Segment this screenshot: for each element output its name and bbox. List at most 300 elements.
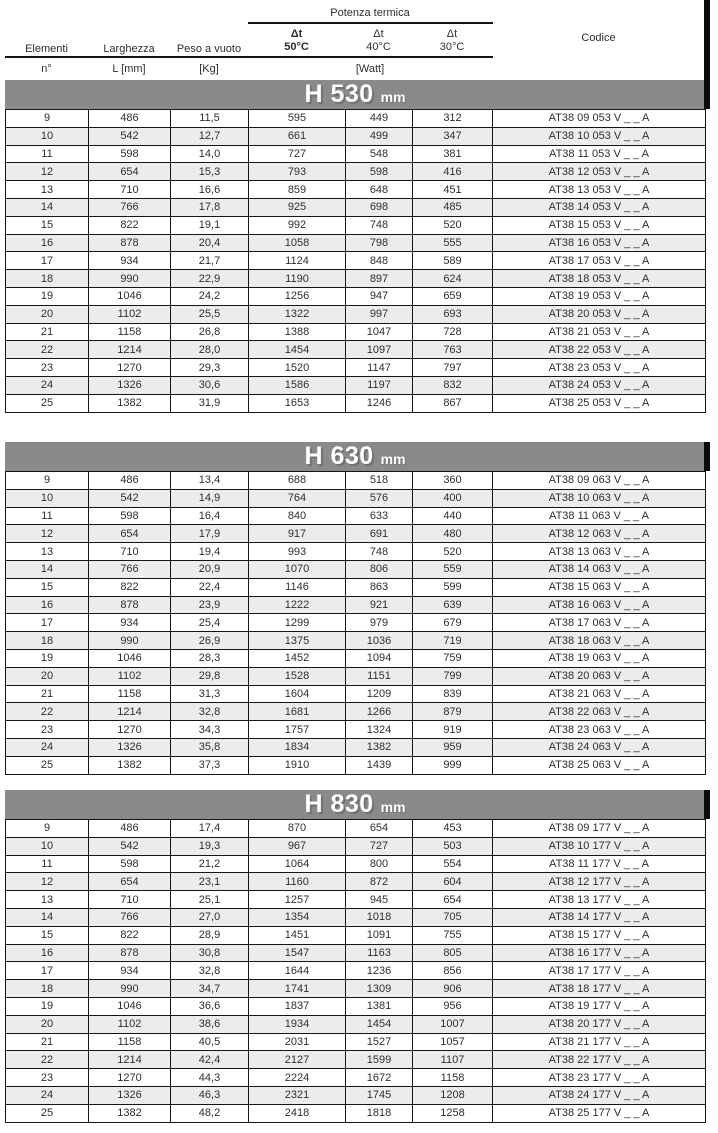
table-cell: 453 — [413, 820, 493, 838]
table-cell: 798 — [346, 234, 413, 252]
table-cell: 13 — [6, 181, 89, 199]
table-cell: 26,9 — [171, 632, 249, 650]
table-cell: 21 — [6, 323, 89, 341]
table-cell: 759 — [413, 649, 493, 667]
table-cell: 22 — [6, 1051, 89, 1069]
table-row — [6, 127, 706, 145]
dt30-temp: 30°C — [439, 41, 465, 53]
table-cell: 748 — [346, 543, 413, 561]
table-row — [6, 216, 706, 234]
table-row — [6, 394, 706, 412]
table-cell: 1147 — [346, 359, 413, 377]
table-cell: AT38 18 053 V _ _ A — [493, 270, 706, 288]
table-cell: AT38 18 063 V _ _ A — [493, 632, 706, 650]
table-cell: AT38 13 063 V _ _ A — [493, 543, 706, 561]
unit-elementi: n° — [41, 63, 52, 75]
table-cell: 451 — [413, 181, 493, 199]
column-header-elementi: Elementi — [25, 43, 68, 55]
table-cell: 698 — [346, 198, 413, 216]
table-cell: AT38 24 063 V _ _ A — [493, 738, 706, 756]
table-cell: 24 — [6, 1086, 89, 1104]
table-cell: 839 — [413, 685, 493, 703]
table-row — [6, 908, 706, 926]
table-row — [6, 376, 706, 394]
table-cell: 1257 — [249, 891, 346, 909]
table-cell: 1097 — [346, 341, 413, 359]
banner-unit: mm — [380, 799, 406, 815]
table-cell: 10 — [6, 127, 89, 145]
table-cell: 822 — [89, 216, 171, 234]
table-row — [6, 980, 706, 998]
table-cell: 654 — [89, 873, 171, 891]
table-cell: 14,9 — [171, 489, 249, 507]
table-row — [6, 944, 706, 962]
table-cell: 1270 — [89, 721, 171, 739]
table-row — [6, 472, 706, 490]
table-cell: AT38 16 063 V _ _ A — [493, 596, 706, 614]
table-cell: 1047 — [346, 323, 413, 341]
table-row — [6, 163, 706, 181]
table-cell: 14 — [6, 560, 89, 578]
table-cell: 654 — [89, 163, 171, 181]
table-row — [6, 1033, 706, 1051]
table-cell: 822 — [89, 578, 171, 596]
table-row — [6, 1015, 706, 1033]
table-cell: 1741 — [249, 980, 346, 998]
table-cell: AT38 15 053 V _ _ A — [493, 216, 706, 234]
table-cell: 878 — [89, 234, 171, 252]
table-cell: 2224 — [249, 1069, 346, 1087]
table-cell: 10 — [6, 837, 89, 855]
table-cell: 1007 — [413, 1015, 493, 1033]
table-row — [6, 270, 706, 288]
table-cell: 925 — [249, 198, 346, 216]
table-cell: 27,0 — [171, 908, 249, 926]
table-cell: 1214 — [89, 341, 171, 359]
table-cell: AT38 10 063 V _ _ A — [493, 489, 706, 507]
table-cell: 16 — [6, 596, 89, 614]
table-cell: 31,9 — [171, 394, 249, 412]
table-cell: 1163 — [346, 944, 413, 962]
dt40-symbol: Δt — [373, 28, 384, 40]
table-cell: 520 — [413, 216, 493, 234]
table-cell: 1451 — [249, 926, 346, 944]
table-cell: AT38 17 063 V _ _ A — [493, 614, 706, 632]
table-cell: 992 — [249, 216, 346, 234]
table-cell: 863 — [346, 578, 413, 596]
table-cell: 518 — [346, 472, 413, 490]
table-cell: 20 — [6, 667, 89, 685]
table-cell: 990 — [89, 980, 171, 998]
unit-watt: [Watt] — [355, 63, 385, 75]
table-cell: 1102 — [89, 1015, 171, 1033]
table-row — [6, 507, 706, 525]
table-cell: 29,8 — [171, 667, 249, 685]
table-cell: AT38 20 177 V _ _ A — [493, 1015, 706, 1033]
table-row — [6, 997, 706, 1015]
table-cell: 604 — [413, 873, 493, 891]
table-cell: 1246 — [346, 394, 413, 412]
table-row — [6, 560, 706, 578]
table-cell: 1309 — [346, 980, 413, 998]
table-cell: 705 — [413, 908, 493, 926]
table-cell: AT38 10 053 V _ _ A — [493, 127, 706, 145]
table-cell: 800 — [346, 855, 413, 873]
table-cell: 36,6 — [171, 997, 249, 1015]
table-cell: 15,3 — [171, 163, 249, 181]
table-cell: 1256 — [249, 287, 346, 305]
table-cell: 766 — [89, 908, 171, 926]
table-cell: 1036 — [346, 632, 413, 650]
table-cell: AT38 21 177 V _ _ A — [493, 1033, 706, 1051]
table-cell: 21,2 — [171, 855, 249, 873]
banner-title: H 830 — [304, 790, 374, 818]
banner-unit: mm — [380, 451, 406, 467]
table-cell: 38,6 — [171, 1015, 249, 1033]
table-cell: 1214 — [89, 703, 171, 721]
table-cell: 1057 — [413, 1033, 493, 1051]
table-cell: AT38 16 177 V _ _ A — [493, 944, 706, 962]
table-cell: 1454 — [346, 1015, 413, 1033]
table-cell: 28,9 — [171, 926, 249, 944]
section-banner-h630 — [5, 442, 705, 471]
table-cell: 648 — [346, 181, 413, 199]
table-cell: 24 — [6, 376, 89, 394]
table-cell: 1388 — [249, 323, 346, 341]
table-cell: 1934 — [249, 1015, 346, 1033]
column-header-larghezza: Larghezza — [103, 43, 155, 55]
table-cell: AT38 12 063 V _ _ A — [493, 525, 706, 543]
potenza-group-underline — [248, 22, 493, 24]
table-cell: 503 — [413, 837, 493, 855]
table-cell: 13,4 — [171, 472, 249, 490]
table-row — [6, 756, 706, 774]
table-cell: 14,0 — [171, 145, 249, 163]
table-cell: 727 — [346, 837, 413, 855]
table-row — [6, 252, 706, 270]
table-cell: 959 — [413, 738, 493, 756]
table-cell: 879 — [413, 703, 493, 721]
table-cell: 19 — [6, 997, 89, 1015]
table-cell: AT38 14 053 V _ _ A — [493, 198, 706, 216]
table-cell: 18 — [6, 270, 89, 288]
table-row — [6, 543, 706, 561]
table-cell: 32,8 — [171, 703, 249, 721]
table-cell: 1381 — [346, 997, 413, 1015]
table-cell: 16 — [6, 234, 89, 252]
table-row — [6, 649, 706, 667]
banner-title: H 630 — [304, 442, 374, 470]
table-cell: 598 — [89, 507, 171, 525]
table-cell: 1382 — [346, 738, 413, 756]
table-cell: 2127 — [249, 1051, 346, 1069]
table-cell: 598 — [89, 145, 171, 163]
table-cell: 595 — [249, 110, 346, 128]
table-cell: 679 — [413, 614, 493, 632]
table-cell: 1599 — [346, 1051, 413, 1069]
table-cell: 993 — [249, 543, 346, 561]
table-cell: 766 — [89, 198, 171, 216]
table-cell: 11 — [6, 855, 89, 873]
table-cell: 1586 — [249, 376, 346, 394]
table-row — [6, 926, 706, 944]
data-table-h830 — [5, 819, 706, 1123]
table-cell: 764 — [249, 489, 346, 507]
table-cell: 919 — [413, 721, 493, 739]
table-cell: 840 — [249, 507, 346, 525]
table-cell: 1439 — [346, 756, 413, 774]
table-cell: 23,9 — [171, 596, 249, 614]
table-cell: AT38 14 063 V _ _ A — [493, 560, 706, 578]
table-cell: 28,0 — [171, 341, 249, 359]
header-underline — [5, 56, 493, 58]
table-cell: 1604 — [249, 685, 346, 703]
table-cell: 1102 — [89, 305, 171, 323]
table-row — [6, 145, 706, 163]
table-cell: 1382 — [89, 394, 171, 412]
table-cell: 878 — [89, 944, 171, 962]
table-cell: 917 — [249, 525, 346, 543]
table-cell: 25,5 — [171, 305, 249, 323]
table-cell: 1070 — [249, 560, 346, 578]
table-cell: 400 — [413, 489, 493, 507]
table-cell: 1270 — [89, 1069, 171, 1087]
table-cell: 870 — [249, 820, 346, 838]
table-cell: 17,4 — [171, 820, 249, 838]
table-cell: 28,3 — [171, 649, 249, 667]
table-row — [6, 525, 706, 543]
table-cell: 1102 — [89, 667, 171, 685]
table-cell: 542 — [89, 489, 171, 507]
table-cell: 728 — [413, 323, 493, 341]
table-cell: AT38 19 063 V _ _ A — [493, 649, 706, 667]
table-cell: 1527 — [346, 1033, 413, 1051]
table-cell: AT38 19 177 V _ _ A — [493, 997, 706, 1015]
table-cell: 15 — [6, 578, 89, 596]
data-table-h630 — [5, 471, 706, 775]
table-row — [6, 962, 706, 980]
table-cell: 997 — [346, 305, 413, 323]
table-cell: 486 — [89, 472, 171, 490]
table-cell: 25 — [6, 756, 89, 774]
table-cell: 20,9 — [171, 560, 249, 578]
table-cell: 20 — [6, 1015, 89, 1033]
table-cell: 727 — [249, 145, 346, 163]
table-row — [6, 305, 706, 323]
table-cell: 30,6 — [171, 376, 249, 394]
table-cell: 17 — [6, 962, 89, 980]
table-cell: 13 — [6, 543, 89, 561]
table-cell: 23 — [6, 1069, 89, 1087]
table-cell: 16 — [6, 944, 89, 962]
table-cell: 18 — [6, 632, 89, 650]
table-cell: 1452 — [249, 649, 346, 667]
table-cell: 46,3 — [171, 1086, 249, 1104]
table-cell: 13 — [6, 891, 89, 909]
table-cell: 934 — [89, 614, 171, 632]
table-cell: 1299 — [249, 614, 346, 632]
section-banner-h530 — [5, 80, 705, 109]
column-header-dt50 — [248, 28, 345, 54]
table-row — [6, 341, 706, 359]
table-cell: AT38 24 177 V _ _ A — [493, 1086, 706, 1104]
table-cell: 1837 — [249, 997, 346, 1015]
table-row — [6, 738, 706, 756]
table-cell: AT38 11 063 V _ _ A — [493, 507, 706, 525]
table-cell: 710 — [89, 181, 171, 199]
table-cell: 897 — [346, 270, 413, 288]
table-cell: 11,5 — [171, 110, 249, 128]
table-cell: 710 — [89, 543, 171, 561]
table-cell: 21 — [6, 685, 89, 703]
table-cell: 654 — [413, 891, 493, 909]
table-cell: 1222 — [249, 596, 346, 614]
table-cell: 554 — [413, 855, 493, 873]
table-cell: 19 — [6, 649, 89, 667]
table-cell: 1454 — [249, 341, 346, 359]
table-cell: 934 — [89, 252, 171, 270]
table-cell: 559 — [413, 560, 493, 578]
table-cell: 598 — [89, 855, 171, 873]
table-cell: AT38 13 177 V _ _ A — [493, 891, 706, 909]
table-cell: 822 — [89, 926, 171, 944]
table-cell: 1258 — [413, 1104, 493, 1122]
table-cell: 867 — [413, 394, 493, 412]
table-cell: 1124 — [249, 252, 346, 270]
table-cell: 15 — [6, 926, 89, 944]
table-cell: 1326 — [89, 376, 171, 394]
table-cell: 1018 — [346, 908, 413, 926]
table-cell: AT38 15 063 V _ _ A — [493, 578, 706, 596]
table-cell: 661 — [249, 127, 346, 145]
section-h630 — [5, 442, 705, 775]
table-cell: 17,8 — [171, 198, 249, 216]
table-row — [6, 578, 706, 596]
table-cell: 19,1 — [171, 216, 249, 234]
table-cell: 1672 — [346, 1069, 413, 1087]
table-cell: 1653 — [249, 394, 346, 412]
table-row — [6, 820, 706, 838]
table-cell: 598 — [346, 163, 413, 181]
table-cell: 766 — [89, 560, 171, 578]
table-cell: 624 — [413, 270, 493, 288]
table-cell: 1046 — [89, 287, 171, 305]
table-cell: 832 — [413, 376, 493, 394]
table-cell: AT38 09 063 V _ _ A — [493, 472, 706, 490]
table-row — [6, 855, 706, 873]
table-cell: 37,3 — [171, 756, 249, 774]
table-cell: 548 — [346, 145, 413, 163]
table-cell: 805 — [413, 944, 493, 962]
table-cell: 23,1 — [171, 873, 249, 891]
table-cell: AT38 12 177 V _ _ A — [493, 873, 706, 891]
table-row — [6, 359, 706, 377]
table-row — [6, 181, 706, 199]
table-row — [6, 703, 706, 721]
table-row — [6, 667, 706, 685]
table-cell: AT38 09 053 V _ _ A — [493, 110, 706, 128]
table-cell: 691 — [346, 525, 413, 543]
table-row — [6, 873, 706, 891]
table-row — [6, 234, 706, 252]
table-cell: 520 — [413, 543, 493, 561]
table-cell: 19,4 — [171, 543, 249, 561]
table-cell: 10 — [6, 489, 89, 507]
table-cell: AT38 14 177 V _ _ A — [493, 908, 706, 926]
table-cell: 32,8 — [171, 962, 249, 980]
table-cell: 1322 — [249, 305, 346, 323]
table-cell: 763 — [413, 341, 493, 359]
column-header-codice: Codice — [581, 32, 616, 44]
table-row — [6, 323, 706, 341]
table-cell: 542 — [89, 837, 171, 855]
table-cell: 967 — [249, 837, 346, 855]
table-row — [6, 1051, 706, 1069]
table-cell: 1058 — [249, 234, 346, 252]
table-cell: 23 — [6, 721, 89, 739]
table-cell: 14 — [6, 908, 89, 926]
table-cell: 1107 — [413, 1051, 493, 1069]
table-cell: 1158 — [413, 1069, 493, 1087]
column-header-dt40 — [345, 28, 412, 54]
table-cell: 1547 — [249, 944, 346, 962]
table-cell: 40,5 — [171, 1033, 249, 1051]
table-cell: 19 — [6, 287, 89, 305]
table-row — [6, 1086, 706, 1104]
table-cell: 12 — [6, 873, 89, 891]
column-header-peso-a-vuoto: Peso a vuoto — [176, 43, 242, 55]
table-cell: 1326 — [89, 738, 171, 756]
table-cell: 9 — [6, 820, 89, 838]
table-cell: 20,4 — [171, 234, 249, 252]
table-cell: 440 — [413, 507, 493, 525]
table-cell: 990 — [89, 632, 171, 650]
dt50-temp: 50°C — [284, 41, 309, 53]
table-cell: 797 — [413, 359, 493, 377]
table-cell: 1681 — [249, 703, 346, 721]
table-cell: 633 — [346, 507, 413, 525]
table-cell: 11 — [6, 507, 89, 525]
table-cell: 11 — [6, 145, 89, 163]
table-cell: 1158 — [89, 1033, 171, 1051]
table-cell: 688 — [249, 472, 346, 490]
table-cell: 956 — [413, 997, 493, 1015]
table-cell: 485 — [413, 198, 493, 216]
table-cell: 1270 — [89, 359, 171, 377]
table-cell: AT38 21 053 V _ _ A — [493, 323, 706, 341]
table-cell: 12,7 — [171, 127, 249, 145]
table-cell: AT38 13 053 V _ _ A — [493, 181, 706, 199]
table-row — [6, 596, 706, 614]
table-row — [6, 1104, 706, 1122]
table-row — [6, 632, 706, 650]
table-cell: 19,3 — [171, 837, 249, 855]
table-cell: 945 — [346, 891, 413, 909]
table-cell: 1208 — [413, 1086, 493, 1104]
table-cell: 1046 — [89, 997, 171, 1015]
table-cell: 693 — [413, 305, 493, 323]
table-cell: 1094 — [346, 649, 413, 667]
table-cell: AT38 11 053 V _ _ A — [493, 145, 706, 163]
table-cell: 1158 — [89, 323, 171, 341]
table-cell: 449 — [346, 110, 413, 128]
table-cell: 486 — [89, 820, 171, 838]
table-cell: 1354 — [249, 908, 346, 926]
table-row — [6, 614, 706, 632]
table-cell: AT38 24 053 V _ _ A — [493, 376, 706, 394]
table-cell: 12 — [6, 525, 89, 543]
table-cell: AT38 10 177 V _ _ A — [493, 837, 706, 855]
